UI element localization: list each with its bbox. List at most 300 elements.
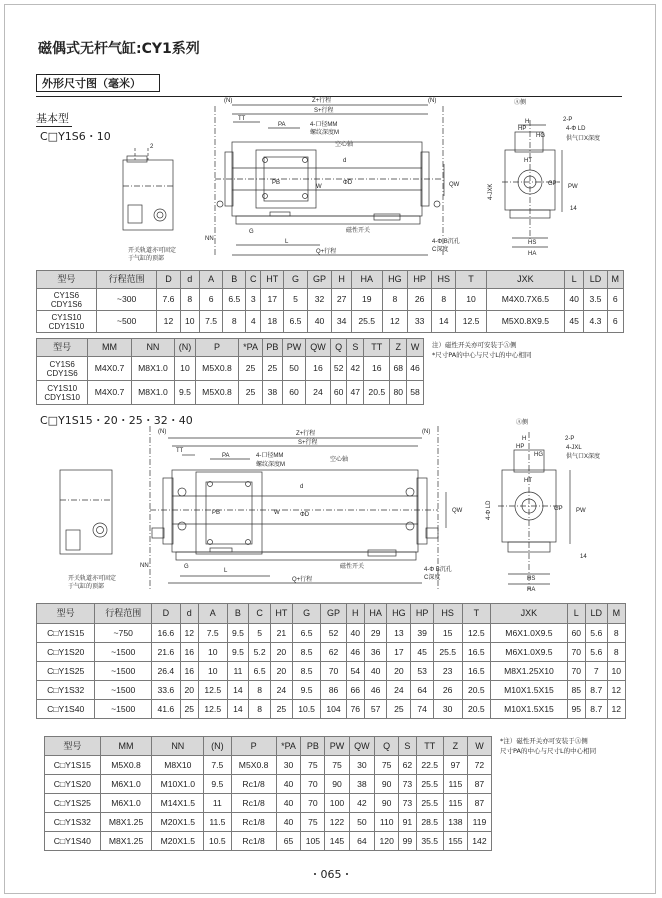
table-row bbox=[37, 662, 626, 681]
cell: 14 bbox=[432, 311, 456, 333]
table-row bbox=[45, 813, 492, 832]
cell: 20 bbox=[270, 662, 292, 681]
label-ld-bottom: 4-Φ LD bbox=[486, 500, 492, 520]
cell: M5X0.8 bbox=[195, 381, 238, 405]
header-cell: S bbox=[399, 737, 416, 756]
cell: 38 bbox=[349, 775, 375, 794]
cell: 47 bbox=[347, 381, 364, 405]
table-header-row bbox=[37, 271, 624, 289]
cell: 23 bbox=[433, 662, 462, 681]
cell: 40 bbox=[564, 289, 583, 311]
cell: M8X1.25X10 bbox=[491, 662, 568, 681]
cell: M6X1.0 bbox=[100, 775, 152, 794]
cell: 119 bbox=[467, 813, 491, 832]
cell: M5X0.8 bbox=[231, 756, 276, 775]
cell: 52 bbox=[321, 624, 346, 643]
cell: 14 bbox=[227, 681, 249, 700]
cell: 7.5 bbox=[204, 756, 231, 775]
cell: 12.5 bbox=[456, 311, 487, 333]
label-side-a-top: Ⓐ侧 bbox=[514, 100, 527, 106]
spec-table-2 bbox=[36, 338, 424, 405]
model-cell bbox=[37, 381, 88, 405]
label-q-stroke-bottom: Q+行程 bbox=[292, 577, 313, 583]
model-cell bbox=[37, 289, 97, 311]
cell: Rc1/8 bbox=[231, 794, 276, 813]
cell: 72 bbox=[467, 756, 491, 775]
cell: M20X1.5 bbox=[152, 832, 204, 851]
cell: 62 bbox=[399, 756, 416, 775]
table-row bbox=[37, 681, 626, 700]
cell: ~300 bbox=[96, 289, 157, 311]
table-row bbox=[45, 832, 492, 851]
label-hs-bottom: HS bbox=[527, 576, 536, 582]
cell: ~750 bbox=[95, 624, 152, 643]
cell: 6.5 bbox=[249, 662, 271, 681]
cell: 4 bbox=[246, 311, 261, 333]
table-row bbox=[37, 381, 424, 405]
header-cell: HA bbox=[351, 271, 382, 289]
cell: 5.6 bbox=[585, 624, 607, 643]
cell: 12 bbox=[157, 311, 180, 333]
header-cell: Q bbox=[330, 339, 347, 357]
cell: 30 bbox=[433, 700, 462, 719]
cell: 25 bbox=[239, 381, 263, 405]
cell: 27 bbox=[332, 289, 351, 311]
cell: 8.5 bbox=[292, 643, 321, 662]
cell: 13 bbox=[387, 624, 411, 643]
cell: 25.5 bbox=[416, 794, 443, 813]
header-cell: P bbox=[231, 737, 276, 756]
model-line: CY1S10 bbox=[51, 312, 82, 322]
header-cell: d bbox=[180, 271, 199, 289]
label-q-stroke-top: Q+行程 bbox=[316, 249, 337, 255]
cell: 25.5 bbox=[433, 643, 462, 662]
cell: ~1500 bbox=[95, 681, 152, 700]
header-cell: HA bbox=[364, 604, 387, 624]
cell: 62 bbox=[321, 643, 346, 662]
table-row bbox=[37, 643, 626, 662]
cell: 115 bbox=[443, 775, 467, 794]
label-hollow-shaft-top: 空心轴 bbox=[335, 142, 354, 148]
cell: 74 bbox=[411, 700, 434, 719]
label-hg-bottom: HG bbox=[534, 452, 543, 458]
cell: 50 bbox=[282, 357, 305, 381]
header-cell: 型号 bbox=[37, 604, 95, 624]
cell: M8X1.0 bbox=[131, 357, 174, 381]
cell: 25 bbox=[180, 700, 198, 719]
cell: M10X1.5X15 bbox=[491, 681, 568, 700]
cell: C□Y1S40 bbox=[37, 700, 95, 719]
label-hs-top: HS bbox=[528, 240, 537, 246]
cell: 19 bbox=[351, 289, 382, 311]
label-h-bottom: H bbox=[522, 436, 527, 442]
cell: 12 bbox=[607, 681, 625, 700]
label-qw-bottom: QW bbox=[452, 508, 463, 514]
label-air-depth-top: 供气口X深度 bbox=[566, 136, 601, 142]
cell: ~500 bbox=[96, 311, 157, 333]
cell: C□Y1S15 bbox=[37, 624, 95, 643]
label-14-bottom: 14 bbox=[580, 554, 587, 560]
table-row bbox=[37, 700, 626, 719]
cell: 80 bbox=[390, 381, 407, 405]
cell: 45 bbox=[564, 311, 583, 333]
switch-note-2-bottom: 于气缸的顶部 bbox=[68, 584, 105, 590]
cell: 91 bbox=[399, 813, 416, 832]
label-thread-depth-top: 螺纹深度M bbox=[310, 130, 339, 136]
model-cell bbox=[37, 311, 97, 333]
cell: 68 bbox=[390, 357, 407, 381]
cell: C□Y1S40 bbox=[45, 832, 101, 851]
header-cell: W bbox=[467, 737, 491, 756]
cell: 46 bbox=[364, 681, 387, 700]
cell: C□Y1S32 bbox=[45, 813, 101, 832]
label-z-stroke-bottom: Z+行程 bbox=[296, 431, 316, 437]
cell: 40 bbox=[346, 624, 364, 643]
model-cell bbox=[37, 357, 88, 381]
cell: M14X1.5 bbox=[152, 794, 204, 813]
cell: 11 bbox=[227, 662, 249, 681]
cell: 21 bbox=[270, 624, 292, 643]
cell: 8.7 bbox=[585, 700, 607, 719]
cell: 10 bbox=[607, 662, 625, 681]
cell: 20 bbox=[387, 662, 411, 681]
cell: 73 bbox=[399, 794, 416, 813]
label-jxk-top: 4-JXK bbox=[488, 183, 494, 200]
cell: 46 bbox=[407, 357, 424, 381]
label-l-bottom: L bbox=[224, 568, 228, 574]
header-cell: C bbox=[246, 271, 261, 289]
cell: 70 bbox=[301, 775, 325, 794]
header-cell: d bbox=[180, 604, 198, 624]
label-mm-top: 4-口径MM bbox=[310, 122, 338, 128]
cell: 12.5 bbox=[462, 624, 491, 643]
cell: M8X1.25 bbox=[100, 813, 152, 832]
cell: 26 bbox=[408, 289, 432, 311]
cell: C□Y1S20 bbox=[45, 775, 101, 794]
cell: ~1500 bbox=[95, 643, 152, 662]
header-cell: B bbox=[227, 604, 249, 624]
cell: 8.7 bbox=[585, 681, 607, 700]
header-cell: LD bbox=[585, 604, 607, 624]
label-w-bottom: W bbox=[274, 510, 280, 516]
header-cell: *PA bbox=[239, 339, 263, 357]
label-pb-top: PB bbox=[272, 180, 281, 186]
cell: 6 bbox=[607, 289, 623, 311]
cell: 22.5 bbox=[416, 756, 443, 775]
cell: 7.5 bbox=[198, 624, 227, 643]
header-cell: W bbox=[407, 339, 424, 357]
label-nn-top: NN bbox=[205, 236, 214, 242]
label-z-stroke-top: Z+行程 bbox=[312, 98, 332, 104]
header-cell: HS bbox=[433, 604, 462, 624]
cell: 120 bbox=[375, 832, 399, 851]
cell: 25 bbox=[262, 357, 282, 381]
header-cell: D bbox=[157, 271, 180, 289]
cell: 40 bbox=[276, 813, 301, 832]
cell: 75 bbox=[301, 813, 325, 832]
cell: 75 bbox=[301, 756, 325, 775]
cell: M8X1.0 bbox=[131, 381, 174, 405]
cell: 8 bbox=[607, 643, 625, 662]
label-tt-top: TT bbox=[238, 116, 246, 122]
cell: C□Y1S15 bbox=[45, 756, 101, 775]
cell: 5.2 bbox=[249, 643, 271, 662]
table-row bbox=[37, 289, 624, 311]
cell: 16 bbox=[180, 643, 198, 662]
table-row bbox=[45, 775, 492, 794]
cell: ~1500 bbox=[95, 700, 152, 719]
cell: 90 bbox=[325, 775, 349, 794]
cell: C□Y1S20 bbox=[37, 643, 95, 662]
label-g-top: G bbox=[249, 229, 254, 235]
cell: 36 bbox=[364, 643, 387, 662]
cell: 8 bbox=[432, 289, 456, 311]
cell: 11 bbox=[204, 794, 231, 813]
note-2 bbox=[500, 736, 596, 756]
label-n-top-left: (N) bbox=[224, 98, 233, 104]
header-cell: M bbox=[607, 604, 625, 624]
label-w-top: W bbox=[316, 184, 322, 190]
cell: 20 bbox=[180, 681, 198, 700]
cell: 145 bbox=[325, 832, 349, 851]
header-cell: (N) bbox=[175, 339, 196, 357]
switch-note-2-top: 于气缸的顶部 bbox=[128, 256, 165, 262]
header-cell: HT bbox=[270, 604, 292, 624]
label-pw-bottom: PW bbox=[576, 508, 586, 514]
side-view-bottom bbox=[486, 418, 600, 593]
label-gp-top: GP bbox=[548, 181, 557, 187]
cell: 40 bbox=[364, 662, 387, 681]
cell: 10.5 bbox=[204, 832, 231, 851]
model-s6-title: C□Y1S6・10 bbox=[40, 130, 111, 143]
cell: 12 bbox=[382, 311, 408, 333]
header-cell: MM bbox=[100, 737, 152, 756]
cell: Rc1/8 bbox=[231, 813, 276, 832]
header-cell: HP bbox=[411, 604, 434, 624]
header-cell: Z bbox=[390, 339, 407, 357]
cell: 32 bbox=[307, 289, 332, 311]
cylinder-drawing-bottom bbox=[140, 426, 463, 590]
cell: C□Y1S32 bbox=[37, 681, 95, 700]
cell: 73 bbox=[399, 775, 416, 794]
cell: 3.5 bbox=[584, 289, 607, 311]
cell: 104 bbox=[321, 700, 346, 719]
cell: 90 bbox=[375, 775, 399, 794]
cell: 6.5 bbox=[223, 289, 246, 311]
cell: 5 bbox=[249, 624, 271, 643]
header-cell: PW bbox=[325, 737, 349, 756]
label-phi-d-bottom: ΦD bbox=[300, 512, 310, 518]
header-cell: L bbox=[567, 604, 585, 624]
cell: 8 bbox=[382, 289, 408, 311]
cell: 10 bbox=[198, 643, 227, 662]
label-magnetic-switch-bottom: 磁性开关 bbox=[340, 564, 365, 570]
section-label: 外形尺寸图（毫米） bbox=[36, 74, 160, 92]
cell: 8 bbox=[607, 624, 625, 643]
header-cell: NN bbox=[131, 339, 174, 357]
model-line: CDY1S6 bbox=[46, 368, 78, 378]
cell: 20.5 bbox=[462, 681, 491, 700]
cell: 115 bbox=[443, 794, 467, 813]
header-cell: HS bbox=[432, 271, 456, 289]
header-cell: JXK bbox=[491, 604, 568, 624]
table-header-row bbox=[37, 339, 424, 357]
cell: 16 bbox=[306, 357, 331, 381]
cell: 66 bbox=[346, 681, 364, 700]
cell: 75 bbox=[325, 756, 349, 775]
label-magnetic-switch-top: 磁性开关 bbox=[346, 228, 371, 234]
switch-note-1-top: 开关轨道亦可固定 bbox=[128, 248, 177, 254]
header-cell: M bbox=[607, 271, 623, 289]
cell: 26.4 bbox=[152, 662, 181, 681]
label-d-bottom: d bbox=[300, 484, 304, 490]
cell: 16.6 bbox=[152, 624, 181, 643]
cell: 38 bbox=[262, 381, 282, 405]
header-cell: C bbox=[249, 604, 271, 624]
switch-note-1-bottom: 开关轨道亦可固定 bbox=[68, 576, 117, 582]
cell: 87 bbox=[467, 794, 491, 813]
cell: 12.5 bbox=[198, 700, 227, 719]
cell: 42 bbox=[347, 357, 364, 381]
cell: 33.6 bbox=[152, 681, 181, 700]
cell: 138 bbox=[443, 813, 467, 832]
side-view-top bbox=[488, 98, 600, 257]
cell: 40 bbox=[276, 775, 301, 794]
page-number: ・065・ bbox=[309, 868, 353, 881]
label-air-depth-bottom: 供气口X深度 bbox=[566, 454, 601, 460]
cell: 6.5 bbox=[284, 311, 307, 333]
cell: 5.6 bbox=[585, 643, 607, 662]
cell: M10X1.5X15 bbox=[491, 700, 568, 719]
cell: 11.5 bbox=[204, 813, 231, 832]
cell: 110 bbox=[375, 813, 399, 832]
table-header-row bbox=[45, 737, 492, 756]
header-cell: (N) bbox=[204, 737, 231, 756]
cell: 29 bbox=[364, 624, 387, 643]
cell: M10X1.0 bbox=[152, 775, 204, 794]
cell: M5X0.8 bbox=[100, 756, 152, 775]
cell: 95 bbox=[567, 700, 585, 719]
cell: 90 bbox=[375, 794, 399, 813]
header-cell: 型号 bbox=[45, 737, 101, 756]
label-c-depth-top: C深度 bbox=[432, 247, 449, 253]
cell: 25 bbox=[387, 700, 411, 719]
label-h-top: H bbox=[525, 119, 530, 125]
cylinder-drawing-top bbox=[205, 96, 460, 255]
header-cell: PB bbox=[262, 339, 282, 357]
cell: 54 bbox=[346, 662, 364, 681]
label-tt-bottom: TT bbox=[176, 448, 184, 454]
label-b-hole-top: 4-Φ B沉孔 bbox=[432, 239, 460, 245]
cell: 34 bbox=[332, 311, 351, 333]
cell: 9.5 bbox=[175, 381, 196, 405]
cell: 8 bbox=[223, 311, 246, 333]
cell: 60 bbox=[330, 381, 347, 405]
cell: M8X10 bbox=[152, 756, 204, 775]
cell: M20X1.5 bbox=[152, 813, 204, 832]
header-cell: A bbox=[198, 604, 227, 624]
header-cell: HP bbox=[408, 271, 432, 289]
header-cell: 行程范围 bbox=[96, 271, 157, 289]
label-side-a-bottom: Ⓐ侧 bbox=[516, 420, 529, 426]
cell: 60 bbox=[282, 381, 305, 405]
label-2p-bottom: 2-P bbox=[565, 436, 575, 442]
label-n-bottom-left: (N) bbox=[158, 429, 167, 435]
cell: Rc1/8 bbox=[231, 832, 276, 851]
cell: 87 bbox=[467, 775, 491, 794]
cell: 20.5 bbox=[364, 381, 390, 405]
label-pa-bottom: PA bbox=[222, 453, 230, 459]
label-n-bottom-right: (N) bbox=[422, 429, 431, 435]
header-cell: HT bbox=[261, 271, 284, 289]
header-cell: *PA bbox=[276, 737, 301, 756]
cell: 8 bbox=[249, 700, 271, 719]
cell: 30 bbox=[349, 756, 375, 775]
label-hp-top: HP bbox=[518, 126, 527, 132]
cell: 24 bbox=[270, 681, 292, 700]
cell: 14 bbox=[227, 700, 249, 719]
header-cell: HG bbox=[382, 271, 408, 289]
basic-type-label: 基本型 bbox=[36, 110, 72, 127]
table-row bbox=[37, 624, 626, 643]
cell: ~1500 bbox=[95, 662, 152, 681]
label-pb-bottom: PB bbox=[212, 510, 221, 516]
cell: M4X0.7 bbox=[88, 357, 131, 381]
cell: 30 bbox=[276, 756, 301, 775]
header-cell: P bbox=[195, 339, 238, 357]
header-cell: T bbox=[456, 271, 487, 289]
cell: 40 bbox=[276, 794, 301, 813]
model-s15-title: C□Y1S15・20・25・32・40 bbox=[40, 414, 193, 427]
label-4jxl-bottom: 4-JXL bbox=[566, 445, 582, 451]
header-cell: B bbox=[223, 271, 246, 289]
cell: 18 bbox=[261, 311, 284, 333]
cell: 85 bbox=[567, 681, 585, 700]
cell: Rc1/8 bbox=[231, 775, 276, 794]
cell: 58 bbox=[407, 381, 424, 405]
label-ha-top: HA bbox=[528, 251, 537, 257]
label-b-hole-bottom: 4-Φ B沉孔 bbox=[424, 567, 452, 573]
label-ht-bottom: HT bbox=[524, 478, 532, 484]
cell: 16 bbox=[364, 357, 390, 381]
cell: 8 bbox=[249, 681, 271, 700]
cell: 57 bbox=[364, 700, 387, 719]
label-hp-bottom: HP bbox=[516, 444, 525, 450]
table-header-row bbox=[37, 604, 626, 624]
cell: 24 bbox=[387, 681, 411, 700]
cell: 64 bbox=[349, 832, 375, 851]
cell: 39 bbox=[411, 624, 434, 643]
label-n-top-right: (N) bbox=[428, 98, 437, 104]
cell: 35.5 bbox=[416, 832, 443, 851]
cell: 7 bbox=[585, 662, 607, 681]
cell: 5 bbox=[284, 289, 307, 311]
cell: 122 bbox=[325, 813, 349, 832]
header-cell: TT bbox=[416, 737, 443, 756]
note-line: *尺寸PA的中心与尺寸L的中心相同 bbox=[432, 351, 532, 359]
cell: 86 bbox=[321, 681, 346, 700]
cell: 142 bbox=[467, 832, 491, 851]
cell: 60 bbox=[567, 624, 585, 643]
header-cell: NN bbox=[152, 737, 204, 756]
cell: 6 bbox=[200, 289, 223, 311]
header-cell: A bbox=[200, 271, 223, 289]
small-end-detail-bottom bbox=[60, 470, 116, 590]
cell: C□Y1S25 bbox=[37, 662, 95, 681]
cell: 16 bbox=[180, 662, 198, 681]
label-d-top: d bbox=[343, 158, 347, 164]
cell: 12 bbox=[180, 624, 198, 643]
